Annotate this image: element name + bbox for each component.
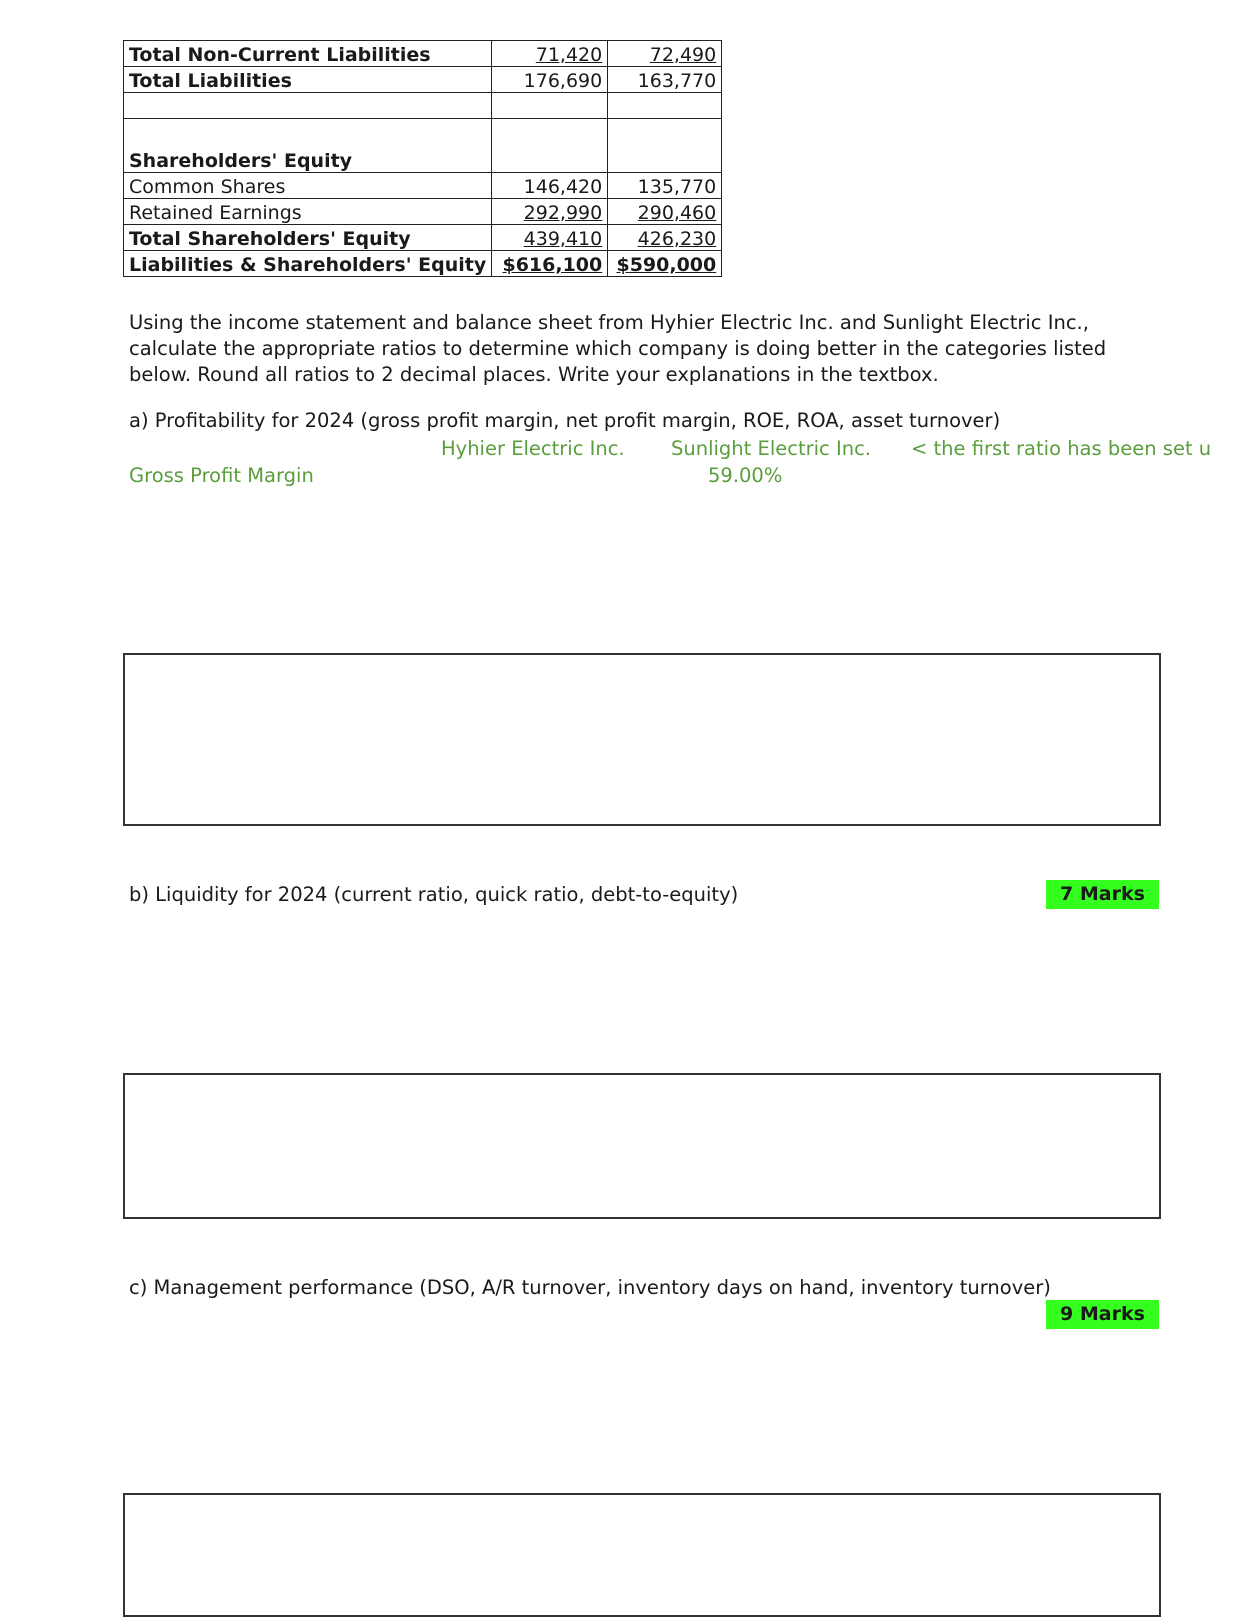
hyhier-value[interactable]: 292,990	[492, 199, 608, 225]
row-label[interactable]: Total Liabilities	[124, 67, 492, 93]
hyhier-value[interactable]: 176,690	[492, 67, 608, 93]
question-c: c) Management performance (DSO, A/R turnover, inventory days on hand, inventory turnover)	[129, 1276, 1051, 1299]
answer-textbox-c[interactable]	[123, 1493, 1161, 1617]
question-b: b) Liquidity for 2024 (current ratio, quick ratio, debt-to-equity)	[129, 883, 739, 906]
marks-badge-c: 9 Marks	[1046, 1300, 1159, 1329]
table-row	[124, 119, 722, 173]
sunlight-value[interactable]	[608, 119, 722, 173]
sunlight-value[interactable]: 163,770	[608, 67, 722, 93]
row-label[interactable]: Shareholders' Equity	[124, 119, 492, 173]
sunlight-value[interactable]: 290,460	[608, 199, 722, 225]
column-header-hyhier: Hyhier Electric Inc.	[441, 437, 625, 460]
sunlight-value[interactable]: 426,230	[608, 225, 722, 251]
answer-textbox-a[interactable]	[123, 653, 1161, 826]
hyhier-value[interactable]	[492, 119, 608, 173]
question-a: a) Profitability for 2024 (gross profit margin, net profit margin, ROE, ROA, asset turnover)	[129, 409, 1001, 432]
sunlight-value[interactable]: $590,000	[608, 251, 722, 277]
answer-textbox-b[interactable]	[123, 1073, 1161, 1219]
table-row	[124, 93, 722, 119]
hyhier-value[interactable]: 71,420	[492, 41, 608, 67]
column-header-sunlight: Sunlight Electric Inc.	[671, 437, 871, 460]
table-row	[124, 67, 722, 93]
hyhier-value[interactable]: 439,410	[492, 225, 608, 251]
hyhier-value[interactable]	[492, 93, 608, 119]
instructions-text: Using the income statement and balance sheet from Hyhier Electric Inc. and Sunlight Electric Inc., calculate the appropriate ratios to determine which company is doing better in the categories listed below. Round all ratios to 2 decimal places. Write your explanations in the textbox.	[129, 311, 1107, 386]
sunlight-value[interactable]: 72,490	[608, 41, 722, 67]
row-label[interactable]: Common Shares	[124, 173, 492, 199]
row-label[interactable]	[124, 93, 492, 119]
setup-note: < the first ratio has been set u	[911, 437, 1212, 460]
table-row	[124, 41, 722, 67]
sunlight-value[interactable]: 135,770	[608, 173, 722, 199]
row-label[interactable]: Total Non-Current Liabilities	[124, 41, 492, 67]
table-row	[124, 225, 722, 251]
table-row	[124, 251, 722, 277]
table-row	[124, 199, 722, 225]
sunlight-value[interactable]	[608, 93, 722, 119]
marks-badge-b: 7 Marks	[1046, 880, 1159, 909]
table-row	[124, 173, 722, 199]
hyhier-value[interactable]: 146,420	[492, 173, 608, 199]
gross-profit-margin-sunlight-value[interactable]: 59.00%	[708, 464, 783, 487]
row-label[interactable]: Liabilities & Shareholders' Equity	[124, 251, 492, 277]
row-label[interactable]: Total Shareholders' Equity	[124, 225, 492, 251]
hyhier-value[interactable]: $616,100	[492, 251, 608, 277]
balance-sheet-table	[123, 40, 722, 277]
row-label[interactable]: Retained Earnings	[124, 199, 492, 225]
gross-profit-margin-label: Gross Profit Margin	[129, 464, 314, 487]
